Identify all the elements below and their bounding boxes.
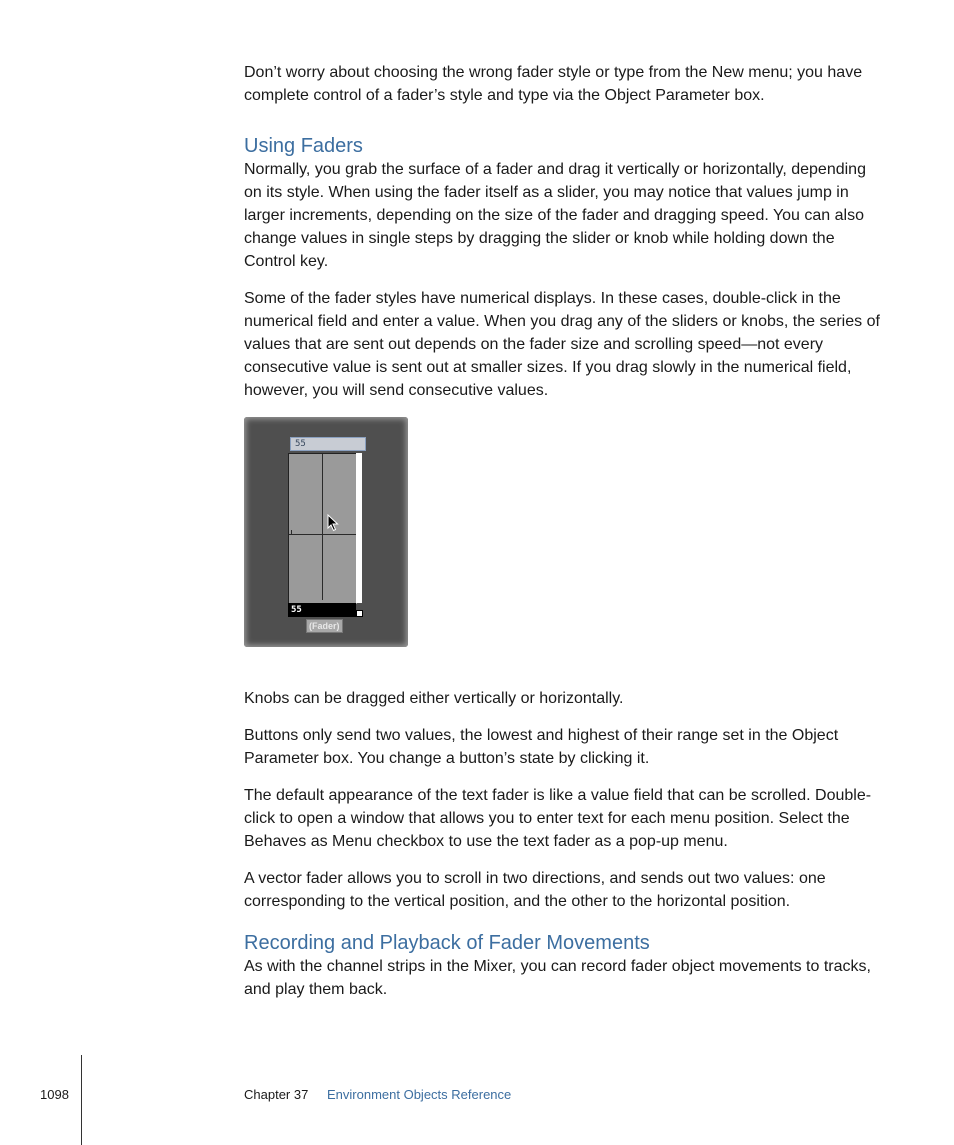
fader-top-value-field[interactable]: 55 <box>290 437 366 451</box>
intro-paragraph: Don’t worry about choosing the wrong fader style or type from the New menu; you have complete control of a fader’s style and type via the Object Parameter box. <box>244 64 863 104</box>
fader-slider[interactable] <box>288 453 357 604</box>
chapter-label: Chapter 37 <box>244 1087 309 1102</box>
fader-track <box>356 453 362 603</box>
fader-bottom-value-field[interactable]: 55 <box>288 603 356 617</box>
footer-rule <box>81 1055 82 1145</box>
recording-paragraph: As with the channel strips in the Mixer, you can record fader object movements to tracks, and play them back. <box>244 958 871 998</box>
section-heading-recording: Recording and Playback of Fader Movements <box>244 932 650 954</box>
section-heading-using-faders: Using Faders <box>244 135 363 157</box>
fader-handle-line <box>289 534 357 535</box>
fader-center-line <box>322 454 323 600</box>
knobs-paragraph: Knobs can be dragged either vertically or horizontally. <box>244 690 624 707</box>
mouse-pointer-icon <box>327 514 339 532</box>
vector-fader-paragraph: A vector fader allows you to scroll in two directions, and sends out two values: one corresponding to the vertical position, and the other to the horizontal position. <box>244 870 826 910</box>
text-fader-paragraph: The default appearance of the text fader is like a value field that can be scrolled. Double-click to open a window that allows you to enter text for each menu position. Select the Behaves as Menu checkbox to use the text fader as a pop-up menu. <box>244 787 872 850</box>
fader-label: (Fader) <box>306 619 343 633</box>
chapter-title: Environment Objects Reference <box>327 1087 512 1102</box>
fader-figure <box>244 417 408 647</box>
fader-tick <box>291 530 292 534</box>
buttons-paragraph: Buttons only send two values, the lowest and highest of their range set in the Object Parameter box. You change a button’s state by clicking it. <box>244 727 839 767</box>
resize-handle[interactable] <box>356 610 363 617</box>
using-faders-paragraph-2: Some of the fader styles have numerical displays. In these cases, double-click in the numerical field and enter a value. When you drag any of the sliders or knobs, the series of values that are sent out depends on the fader size and scrolling speed—not every consecutive value is sent out at smaller sizes. If you drag slowly in the numerical field, however, you will send consecutive values. <box>244 290 880 399</box>
using-faders-paragraph-1: Normally, you grab the surface of a fader and drag it vertically or horizontally, depending on its style. When using the fader itself as a slider, you may notice that values jump in larger increments, depending on the size of the fader and dragging speed. You can also change values in single steps by dragging the slider or knob while holding down the Control key. <box>244 161 866 270</box>
page-number: 1098 <box>40 1087 69 1102</box>
